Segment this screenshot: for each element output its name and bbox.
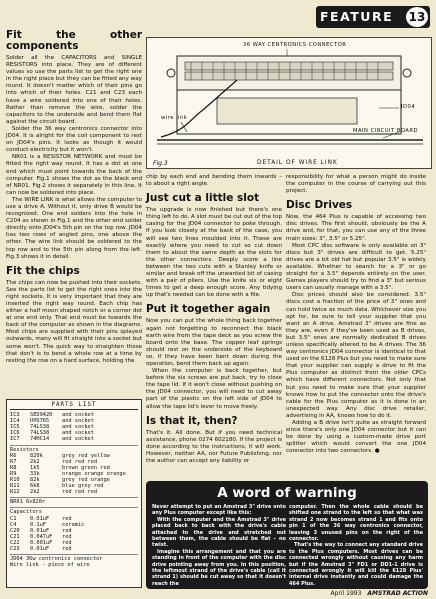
paragraph: Now you can put the whole thing back together again not forgetting to reconnect the black earth wire from the tape deck as you screw the board onto the base. The copper leaf springs should rest on the underside of the keyboard so, if they have been bent down during the operation, bend them back up again. [146, 318, 282, 367]
magazine-name: AMSTRAD ACTION [367, 590, 428, 597]
part-detail: red [62, 515, 72, 522]
part-value: 0.01uF [30, 527, 50, 534]
heading-disc-drives: Disc Drives [286, 199, 353, 212]
paragraph: With the computer and the Amstrad 3" drive placed back to back with the drive's cable attached to the drive and stretched out between them, the cable should be flat – no twist. [152, 516, 286, 549]
paragraph: Most CPC disc software is only available on 3" discs but 3" drives are difficult to get. 5.25" drives are a bit old hat but popular 3.5" is widely available. Whether to search for a 3" or go straight for a 3.5" depends entirely on the user. Games players should try to find a 3" but serious users can usually manage with a 3.5". [286, 242, 426, 292]
heading-fit-chips: Fit the chips [6, 264, 80, 277]
part-value: 74HC14 [30, 436, 50, 443]
parts-list [6, 399, 142, 588]
paragraph: Never attempt to put an Amstrad 3" drive onto any Plus computer except like this: [152, 504, 286, 517]
paragraph: NR01 is a RESISTOR NETWORK and must be fitted the right way round. It has a dot at one end which must point towards the back of the computer. Fig.1 shows the dot as the black end of NR01. Fig.2 shows it separately in this line. It can now be soldered into place. [6, 154, 142, 196]
part-detail: brown green red [62, 464, 110, 471]
wire-link-diagram [146, 37, 432, 169]
paragraph: The upgrade is now finished but there's one thing left to do. A slot must be cut out of the top casing for the JD04 connector to poke through. If you look closely at the back of the case, you will see two lines moulded into it. These are exactly where you need to cut so cut down them to about the same depth as the slots for the other connectors. Deeply score a line between the two cuts with a Stanley knife or similar and break off the unwanted bit of casing with a pair of pliers. Use the knife six or eight times to get a deep enough score. Any tidying up that's needed can be done with a file. [146, 207, 282, 299]
column-1 [6, 30, 142, 365]
part-value: 0.001uF [30, 539, 53, 546]
part-id: R11 [10, 483, 20, 490]
wire-link-part: Wire link - piece of wire [10, 562, 90, 569]
part-value: 6k8 [30, 483, 40, 490]
wire-link-label: wire link [161, 115, 188, 121]
paragraph: When the computer is back together, but before the six screws are put back, try to close the tape lid. If it won't close without pushing on the JD04 connector, you will need to cut away part of the plastic on the left side of JD04 to allow the tape lid's lever to move freely. [146, 368, 282, 410]
part-detail: grey red yellow [62, 452, 110, 459]
paragraph: computer. Then the whole cable should be shifted one strand to the left so that what was strand 2 now becomes strand 1 and fits onto pin 1 of the 36 way centronics connector, leaving 3 unused pins on the right of the connector. [289, 504, 423, 543]
part-value: 74LS38 [30, 424, 50, 431]
paragraph: Adding a B drive isn't quite as straight forward since there's only one JD04 connector but it can be done by using a custom-made drive port splitter which would convert the one JD04 connector into two connectors. ● [286, 420, 426, 455]
part-detail: ceramic [62, 521, 85, 528]
warning-column-2 [289, 504, 423, 587]
part-detail: grey red orange [62, 477, 110, 484]
paragraph: Disc prices should also be considered. 3.5" discs cost a fraction of the price of 3" ones and can hold twice as much data. Whichever size you opt for, be sure to tell your supplier that you want an A drive. Amstrad 3" drives are fine as they are, even if they've been used as B drives, but 3.5" ones are normally dedicated B drives unless specifically altered to be A drives. The 36 way centronics JD04 connector is identical to that used on the 6128 Plus but you need to make sure that your supplier can supply a drive to fit the Plus computer as distinct from the older CPCs which have different connectors. Not only that but you need to make sure that your supplier knows how to put the connector onto the drive's cable for the Plus computer as it is done in an unexpected way. Any disc drive retailer, advertising in AA, knows how to do it. [286, 292, 426, 419]
heading-put-together: Put it together again [146, 303, 271, 316]
part-id: R6 [10, 452, 17, 459]
part-id: R8 [10, 464, 17, 471]
part-id: IC7 [10, 436, 20, 443]
part-detail: orange orange orange [62, 470, 126, 477]
part-detail: and socket [62, 424, 94, 431]
page-number: 13 [406, 7, 428, 27]
part-id: C4 [10, 521, 17, 528]
capacitor-list [10, 516, 138, 553]
part-id: C23 [10, 545, 20, 552]
parts-list-title: PARTS LIST [10, 402, 138, 410]
part-detail: blue grey red [62, 483, 104, 490]
issue-date: April 1993 [330, 590, 362, 597]
part-value: 0.1uF [30, 521, 46, 528]
part-id: C1 [10, 515, 17, 522]
part-id: IC3 [10, 412, 20, 419]
part-id: R12 [10, 489, 20, 496]
figure-number: Fig.3 [153, 160, 168, 167]
part-id: R9 [10, 470, 17, 477]
part-id: C21 [10, 533, 20, 540]
part-value: UPD765 [30, 418, 50, 425]
part-detail: and socket [62, 418, 94, 425]
resistor-network: NR01 6x820r [10, 497, 138, 505]
paragraph: That's it. All done. But if you need technical assistance, phone 0274 602180. If the project is done according to the instructions, it will work. However, neither AA, nor Future Publishing, nor the author can accept any liability or [146, 429, 282, 464]
heading-cut-slot: Just cut a little slot [146, 192, 260, 205]
jd04-label: JD04 [401, 104, 416, 110]
parts-row [10, 546, 138, 552]
column-2 [146, 174, 282, 465]
paragraph: The WIRE LINK is what allows the computer to use a drive A. Without it, only drive B would be recognized. One end solders into the hole in C204 as shown in Fig.1 and the other end solder directly onto JD04's 5th pin on the top row. JD04 has two rows of angled pins, one above the other. The wire link should be soldered to the top row and to the 5th pin along from the left. Fig.3 shows it in detail. [6, 196, 142, 260]
part-id: R7 [10, 458, 17, 465]
part-id: R10 [10, 477, 20, 484]
part-id: C20 [10, 527, 20, 534]
part-value: 820k [30, 452, 43, 459]
board-label: MAIN CIRCUIT BOARD [353, 128, 418, 134]
chip-list [10, 412, 138, 442]
page-footer [331, 590, 428, 597]
section-label: FEATURE [320, 9, 394, 24]
part-id: C22 [10, 539, 20, 546]
warning-title: A word of warning [217, 485, 357, 501]
diagram-graphic [147, 38, 433, 170]
part-id: IC6 [10, 430, 20, 437]
parts-row [10, 489, 138, 495]
part-value: 2k2 [30, 458, 40, 465]
parts-row [10, 436, 138, 442]
resistor-list [10, 453, 138, 496]
part-value: 74LS38 [30, 430, 50, 437]
part-detail: red red red [62, 489, 98, 496]
paragraph: chip by each end and bending them inwards – to about a right angle. [146, 174, 282, 188]
column-3 [286, 174, 426, 455]
warning-box [146, 481, 428, 589]
part-id: IC5 [10, 424, 20, 431]
feature-header [316, 6, 430, 28]
part-detail: red [62, 539, 72, 546]
part-detail: red red red [62, 458, 98, 465]
part-detail: and socket [62, 436, 94, 443]
part-value: 0.01uF [30, 545, 50, 552]
capacitors-heading: Capacitors [10, 507, 138, 515]
connector-label: 36 WAY CENTRONICS CONNECTOR [243, 42, 347, 48]
part-value: 33k [30, 470, 40, 477]
paragraph: That's the way to connect any standard drive to the Plus computers. Most drives can be connected wrongly without causing any harm but if the Amstrad 3" FD1 or DD1-1 drive is connected wrongly it will kill the 6128 Plus' internal drive instantly and could damage the 464 Plus. [289, 542, 423, 587]
part-detail: and socket [62, 430, 94, 437]
part-id: IC4 [10, 418, 20, 425]
part-value: 0.047uF [30, 533, 53, 540]
connector-part: JD04 36w centronics connector [10, 554, 138, 562]
part-value: 82k [30, 477, 40, 484]
heading-other-components: Fit the other components [6, 29, 142, 52]
part-detail: red [62, 527, 72, 534]
paragraph: Now, the 464 Plus is capable of accessing two disc drives. The first should, obviously be the A drive and, for that, you can use any of the three main sizes: 3", 3.5" or 5.25". [286, 214, 426, 242]
resistors-heading: Resistors [10, 445, 138, 453]
part-detail: and socket [62, 412, 94, 419]
part-value: SED9420 [30, 412, 53, 419]
paragraph: responsibility for what a person might do inside the computer in the course of carrying out this project. [286, 174, 426, 195]
part-detail: red [62, 545, 72, 552]
warning-column-1 [152, 504, 286, 587]
paragraph: Imagine this arrangement and that you are standing in front of the computer with the disc drive pointing away from you. In this position, the leftmost strand of the drive's cable (call it strand 1) should be cut away so that it doesn't reach the [152, 548, 286, 587]
paragraph: Solder the 36 way centronics connector into JD04. It is alright for the coil component to rest on JD04's pins. It looks as though it would conduct electricity but it won't. [6, 125, 142, 154]
heading-is-that-it: Is that it, then? [146, 414, 238, 427]
part-detail: red [62, 533, 72, 540]
part-value: 2k2 [30, 489, 40, 496]
figure-caption: DETAIL OF WIRE LINK [257, 160, 338, 166]
paragraph: The chips can now be pushed into their sockets. See the parts list to get the right ones into the right sockets. It is very important that they are inserted the right way round. Each chip has either a half moon shaped notch or a corner dot at one end only. That end must be towards the back of the computer as shown in the diagrams. Most chips are supplied with their pins splayed outwards, many will fit straight into a socket but some won't. The quick way to straighten those that don't is to bend a whole row at a time by resting the row on a hard surface, holding the [6, 279, 142, 364]
part-value: 0.01uF [30, 515, 50, 522]
paragraph: Solder all the CAPACITORS and SINGLE RESISTORS into place. They are of different values so use the parts list to get the right one in the right place but they can be fitted any way round. It doesn't matter which of their pins go into which of their holes. C21 and C23 each have a wire soldered into one of their holes. Rather than remove the wire, solder the capacitors to the underside and bend them flat against the circuit board. [6, 55, 142, 125]
part-value: 1k5 [30, 464, 40, 471]
